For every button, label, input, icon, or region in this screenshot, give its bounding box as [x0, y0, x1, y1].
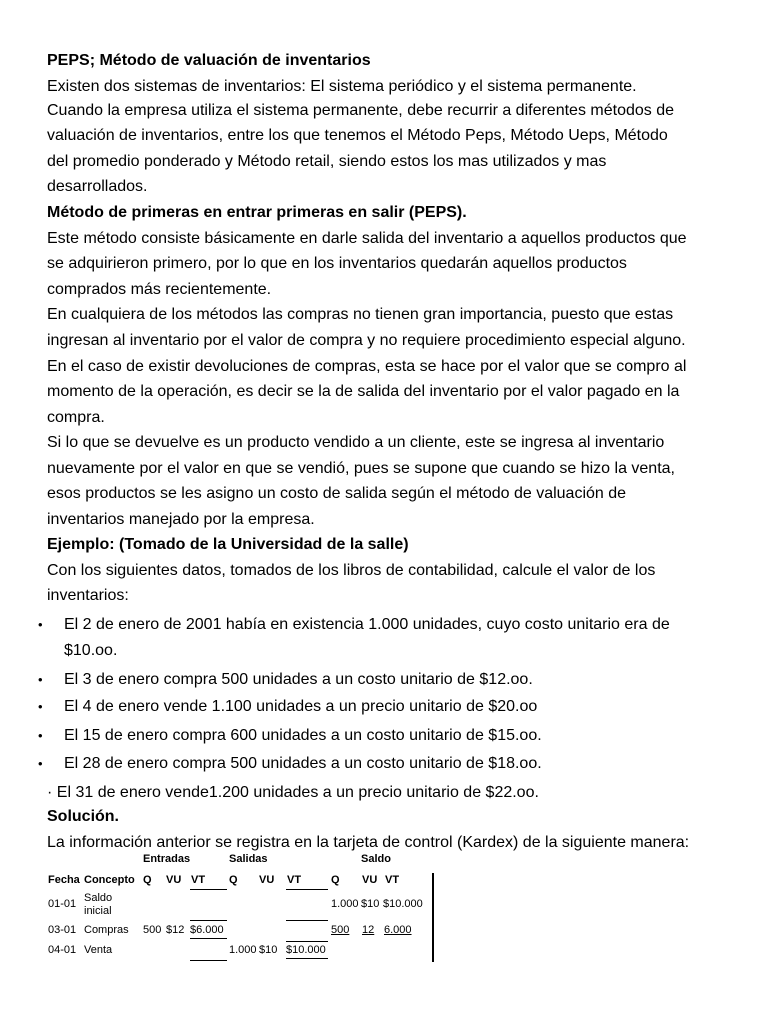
- cell-concepto: Saldo: [84, 892, 113, 904]
- cell-fecha: 01-01: [48, 898, 77, 910]
- bullet-item: El 3 de enero compra 500 unidades a un costo unitario de $12.oo.: [64, 671, 533, 688]
- bullet-item: El 15 de enero compra 600 unidades a un costo unitario de $15.oo.: [64, 727, 542, 744]
- bullet-dot: •: [38, 672, 43, 687]
- paragraph-line: desarrollados.: [47, 178, 148, 195]
- bullet-item: El 28 de enero compra 500 unidades a un costo unitario de $18.oo.: [64, 755, 542, 772]
- col-header-saldo-vt: VT: [385, 874, 400, 886]
- paragraph-line: inventarios:: [47, 587, 129, 604]
- paragraph-line: ingresan al inventario por el valor de compra y no requiere procedimiento especial alguno.: [47, 332, 686, 349]
- cell-salidas-vt: $10.000: [286, 944, 326, 956]
- cell-fecha: 03-01: [48, 924, 77, 936]
- cell-saldo-q: 1.000: [331, 898, 359, 910]
- paragraph-line: nuevamente por el valor en que se vendió, pues se supone que cuando se hizo la venta,: [47, 460, 675, 477]
- cell-concepto: Venta: [84, 944, 113, 956]
- paragraph-line: Cuando la empresa utiliza el sistema permanente, debe recurrir a diferentes métodos de: [47, 102, 674, 119]
- cell-saldo-vt: $10.000: [383, 898, 423, 910]
- extra-line: · El 31 de enero vende1.200 unidades a un precio unitario de $22.oo.: [47, 784, 539, 801]
- cell-entradas-vu: $12: [166, 924, 185, 936]
- cell-saldo-q: 500: [331, 924, 350, 936]
- bullet-item: El 4 de enero vende 1.100 unidades a un precio unitario de $20.oo: [64, 698, 538, 715]
- col-header-concepto: Concepto: [84, 874, 135, 886]
- rule: [286, 920, 328, 921]
- paragraph-line: En cualquiera de los métodos las compras no tienen gran importancia, puesto que estas: [47, 306, 674, 323]
- bullet-item: El 2 de enero de 2001 había en existencia 1.000 unidades, cuyo costo unitario era de: [64, 616, 670, 633]
- col-header-fecha: Fecha: [48, 874, 80, 886]
- paragraph-line: del promedio ponderado y Método retail, siendo estos los mas utilizados y mas: [47, 153, 607, 170]
- paragraph-line: comprados más recientemente.: [47, 281, 272, 298]
- cell-concepto-line2: inicial: [84, 905, 112, 917]
- col-header-saldo-vu: VU: [362, 874, 378, 886]
- rule: [190, 960, 227, 961]
- cell-salidas-q: 1.000: [229, 944, 257, 956]
- table-right-border: [432, 873, 434, 962]
- bullet-dot: •: [38, 617, 43, 632]
- paragraph-line: Existen dos sistemas de inventarios: El sistema periódico y el sistema permanente.: [47, 78, 637, 95]
- paragraph-line: esos productos se les asigno un costo de salida según el método de valuación de: [47, 485, 627, 502]
- paragraph-line: Este método consiste básicamente en darle salida del inventario a aquellos productos que: [47, 230, 687, 247]
- rule: [286, 958, 328, 959]
- bullet-dot: •: [38, 728, 43, 743]
- cell-entradas-vt: $6.000: [190, 924, 224, 936]
- group-header-saldo: Saldo: [361, 853, 391, 865]
- cell-salidas-vu: $10: [259, 944, 278, 956]
- col-header-entradas-vu: VU: [166, 874, 182, 886]
- cell-concepto: Compras: [84, 924, 129, 936]
- col-header-salidas-vt: VT: [287, 874, 302, 886]
- paragraph-line: En el caso de existir devoluciones de compras, esta se hace por el valor que se compro al: [47, 358, 687, 375]
- cell-entradas-q: 500: [143, 924, 162, 936]
- paragraph-line: se adquirieron primero, por lo que en los inventarios quedarán aquellos productos: [47, 255, 627, 272]
- group-header-salidas: Salidas: [229, 853, 268, 865]
- paragraph-line: La información anterior se registra en la tarjeta de control (Kardex) de la siguiente manera:: [47, 834, 690, 851]
- col-header-salidas-q: Q: [229, 874, 238, 886]
- solution-heading: Solución.: [47, 808, 119, 825]
- section-heading: Método de primeras en entrar primeras en salir (PEPS).: [47, 204, 467, 221]
- document-title: PEPS; Método de valuación de inventarios: [47, 52, 371, 69]
- paragraph-line: valuación de inventarios, entre los que tenemos el Método Peps, Método Ueps, Método: [47, 127, 668, 144]
- col-header-salidas-vu: VU: [259, 874, 275, 886]
- paragraph-line: inventarios manejado por la empresa.: [47, 511, 315, 528]
- bullet-dot: •: [38, 699, 43, 714]
- rule: [190, 889, 227, 890]
- paragraph-line: Con los siguientes datos, tomados de los libros de contabilidad, calcule el valor de los: [47, 562, 656, 579]
- group-header-entradas: Entradas: [143, 853, 191, 865]
- cell-saldo-vt: 6.000: [384, 924, 412, 936]
- rule: [286, 941, 328, 942]
- bullet-item-continuation: $10.oo.: [64, 642, 118, 659]
- rule: [286, 889, 328, 890]
- paragraph-line: momento de la operación, es decir se la de salida del inventario por el valor pagado en la: [47, 383, 680, 400]
- paragraph-line: Si lo que se devuelve es un producto vendido a un cliente, este se ingresa al inventario: [47, 434, 665, 451]
- col-header-saldo-q: Q: [331, 874, 340, 886]
- cell-fecha: 04-01: [48, 944, 77, 956]
- col-header-entradas-vt: VT: [191, 874, 206, 886]
- bullet-dot: •: [38, 756, 43, 771]
- cell-saldo-vu: $10: [361, 898, 380, 910]
- rule: [190, 938, 227, 939]
- rule: [190, 920, 227, 921]
- example-heading: Ejemplo: (Tomado de la Universidad de la salle): [47, 536, 409, 553]
- paragraph-line: compra.: [47, 409, 105, 426]
- col-header-entradas-q: Q: [143, 874, 152, 886]
- cell-saldo-vu: 12: [362, 924, 375, 936]
